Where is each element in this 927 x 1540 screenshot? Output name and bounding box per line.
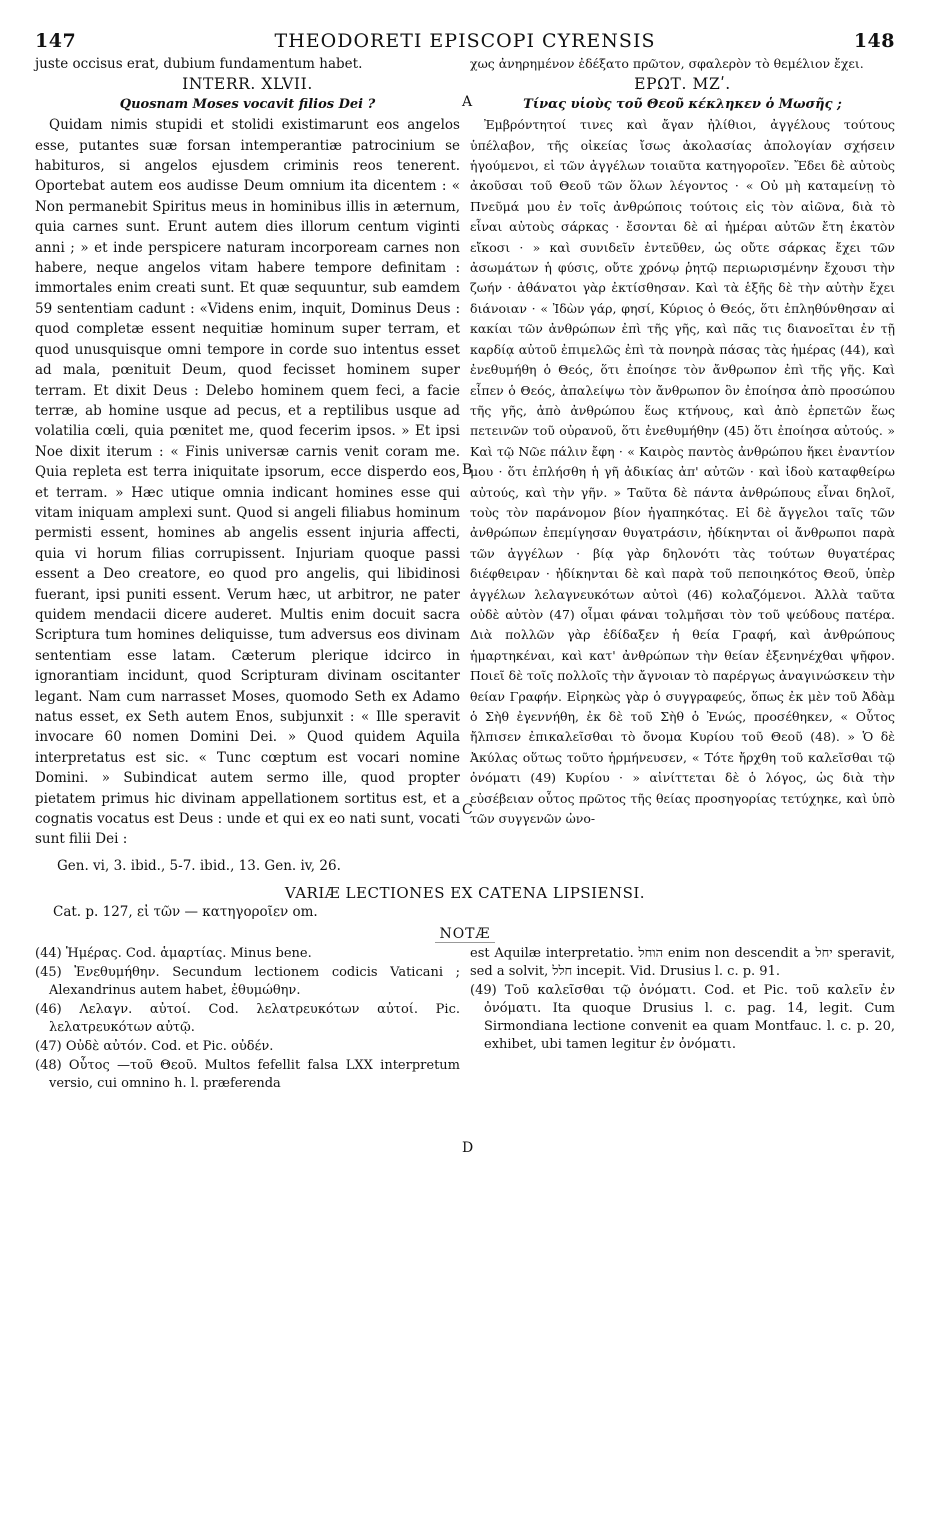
greek-column bbox=[470, 54, 895, 850]
latin-body-text: Quidam nimis stupidi et stolidi existimarunt eos angelos esse, putantes suæ forsan intemperantiæ patrocinium se habituros, si angelos ejusdem criminis reos tenerent. Oportebat autem eos audisse Deum omnium ita dicentem : « Non permanebit Spiritus meus in hominibus illis in æternum, quia carnes sunt. Erunt autem dies illorum centum viginti anni ; » et inde perspicere naturam incorpoream carnes non habere, neque angelos vitam habere tempore definitam : immortales enim creati sunt. Et quæ sequuntur, sub eamdem 59 sententiam cadunt : «Videns enim, inquit, Dominus Deus : quod completæ essent nequitiæ hominum super terram, et quod unusquisque omni tempore in corde suo intentus esset ad mala, pœnituit Deum, quod fecisset hominem super terram. Et dixit Deus : Delebo hominem quem feci, a facie terræ, ab homine usque ad pecus, et a reptilibus usque ad volatilia cœli, quia pœnitet me, quod fecerim ipsos. » Et ipsi Noe dixit iterum : « Finis universæ carnis venit coram me. Quia repleta est terra iniquitate ipsorum, ecce disperdo eos, et terram. » Hæc utique omnia indicant homines esse qui vitam iniquam amplexi sunt. Quod si angeli filiabus hominum permisti essent, homines ab angelis essent injuria affecti, quia vi horum filias corrupissent. Injuriam quoque passi essent a Deo creatore, eo quod pro angelis, qui libidinosi fuerant, ipsi puniti essent. Verum hæc, ut arbitror, ne pater quidem mendacii dicere auderet. Multis enim docuit sacra Scriptura tum homines deliquisse, tum adversus eos divinam sententiam esse latam. Cæterum plerique idcirco in ignorantiam incidunt, quod Scripturam divinam oscitanter legant. Nam cum narrasset Moses, quomodo Seth ex Adamo natus esset, ex Seth autem Enos, subjunxit : « Ille speravit invocare 60 nomen Domini Dei. » Quod quidem Aquila interpretatus est sic. « Tunc cœptum est vocari nomine Domini. » Subindicat autem sermo ille, quod propter pietatem primus hic divinam appellationem sortitus est, et a cognatis vocatus est Deus : unde et qui ex eo nati sunt, vocati sunt filii Dei : bbox=[35, 117, 460, 848]
page bbox=[35, 30, 895, 1156]
latin-column bbox=[35, 54, 460, 850]
running-title: THEODORETI EPISCOPI CYRENSIS bbox=[274, 30, 656, 52]
margin-letter-a: A bbox=[462, 94, 473, 110]
greek-body-text: Ἐμβρόντητοί τινες καὶ ἄγαν ἠλίθιοι, ἀγγέλους τούτους ὑπέλαβον, τῆς οἰκείας ἴσως ἀκολασίας ἀπολογίαν σχήσειν ἡγούμενοι, εἰ τῶν ἀγγέλων τοιαῦτα κατηγοροῖεν. Ἔδει δὲ αὐτοὺς ἀκοῦσαι τοῦ Θεοῦ τῶν ὅλων λέγοντος · « Οὐ μὴ καταμείνῃ τὸ Πνεῦμά μου ἐν τοῖς ἀνθρώποις τούτοις εἰς τὸν αἰῶνα, διὰ τὸ εἶναι αὐτοὺς σάρκας · ἔσονται δὲ αἱ ἡμέραι αὐτῶν ἔτη ἑκατὸν εἴκοσι · » καὶ συνιδεῖν ἐντεῦθεν, ὡς οὔτε σάρκας ἔχει τῶν ἀσωμάτων ἡ φύσις, οὔτε χρόνῳ ῥητῷ περιωρισμένην ἔχουσι τὴν ζωήν · ἀθάνατοι γὰρ ἐκτίσθησαν. Καὶ τὰ ἑξῆς δὲ τὴν αὐτὴν ἔχει διάνοιαν · « Ἰδὼν γάρ, φησί, Κύριος ὁ Θεός, ὅτι ἐπληθύνθησαν αἱ κακίαι τῶν ἀνθρώπων ἐπὶ τῆς γῆς, καὶ πᾶς τις διανοεῖται ἐν τῇ καρδίᾳ αὐτοῦ ἐπιμελῶς ἐπὶ τὰ πονηρὰ πάσας τὰς ἡμέρας (44), καὶ ἐνεθυμήθη ὁ Θεός, ὅτι ἐποίησε τὸν ἄνθρωπον ἐπὶ τῆς γῆς. Καὶ εἶπεν ὁ Θεός, ἀπαλείψω τὸν ἄνθρωπον ὃν ἐποίησα ἀπὸ προσώπου τῆς γῆς, ἀπὸ ἀνθρώπου ἕως κτήνους, καὶ ἀπὸ ἑρπετῶν ἕως πετεινῶν τοῦ οὐρανοῦ, ὅτι ἐνεθυμήθην (45) ὅτι ἐποίησα αὐτούς. » Καὶ τῷ Νῶε πάλιν ἔφη · « Καιρὸς παντὸς ἀνθρώπου ἥκει ἐναντίον μου · ὅτι ἐπλήσθη ἡ γῆ ἀδικίας ἀπ' αὐτῶν · καὶ ἰδοὺ καταφθείρω αὐτούς, καὶ τὴν γῆν. » Ταῦτα δὲ πάντα ἀνθρώπους εἶναι δηλοῖ, τοὺς τὸν παράνομον βίον ἠγαπηκότας. Εἰ δὲ ἄγγελοι ταῖς τῶν ἀνθρώπων ἐπεμίγησαν θυγατράσιν, ἠδίκηνται οἱ ἄνθρωποι παρὰ τῶν ἀγγέλων · βίᾳ γὰρ δηλονότι τὰς τούτων θυγατέρας διέφθειραν · ἠδίκηνται δὲ καὶ παρὰ τοῦ πεποιηκότος Θεοῦ, ὑπὲρ ἀγγέλων λελαγνευκότων αὐτοὶ (46) κολαζόμενοι. Ἀλλὰ ταῦτα οὐδὲ αὐτὸν (47) οἶμαι φάναι τολμῆσαι τὸν τοῦ ψεύδους πατέρα. Διὰ πολλῶν γὰρ ἐδίδαξεν ἡ θεία Γραφή, καὶ ἀνθρώπους ἡμαρτηκέναι, καὶ κατ' ἀνθρώπων τὴν θείαν ἐξενηνέχθαι ψῆφον. Ποιεῖ δὲ τοῖς πολλοῖς τὴν ἄγνοιαν τὸ παρέργως ἀναγινώσκειν τὴν θείαν Γραφήν. Εἰρηκὼς γὰρ ὁ συγγραφεύς, ὅπως ἐκ μὲν τοῦ Ἀδὰμ ὁ Σὴθ ἐγεννήθη, ἐκ δὲ τοῦ Σὴθ ὁ Ἐνώς, προσέθηκεν, « Οὗτος ἤλπισεν ἐπικαλεῖσθαι τὸ ὄνομα Κυρίου τοῦ Θεοῦ (48). » Ὁ δὲ Ἀκύλας οὕτως τοῦτο ἡρμήνευσεν, « Τότε ἤρχθη τοῦ καλεῖσθαι τῷ ὀνόματι (49) Κυρίου · » αἰνίττεται δὲ ὁ λόγος, ὡς διὰ τὴν εὐσέβειαν οὗτος πρῶτος τῆς θείας προσηγορίας τετύχηκε, καὶ ὑπὸ τῶν συγγενῶν ὠνο- bbox=[470, 117, 895, 827]
left-page-number: 147 bbox=[35, 30, 77, 52]
note-47: (47) Οὐδὲ αὐτόν. Cod. et Pic. οὐδέν. bbox=[35, 1038, 274, 1054]
note-44: (44) Ἡμέρας. Cod. ἁμαρτίας. Minus bene. bbox=[35, 945, 312, 961]
note-49: (49) Τοῦ καλεῖσθαι τῷ ὀνόματι. Cod. et Pic. τοῦ καλεῖν ἐν ὀνόματι. Ita quoque Drusius l. c. pag. 14, legit. Cum Sirmondiana lectione convenit ea quam Montfauc. l. c. p. 20, exhibet, ubi tamen legitur ἐν ὀνόματι. bbox=[470, 982, 895, 1052]
notes-right-column bbox=[470, 945, 895, 1094]
running-header bbox=[35, 30, 895, 52]
margin-letter-b: B bbox=[462, 462, 473, 478]
notae-title: NOTÆ bbox=[435, 926, 495, 943]
margin-letter-c: C bbox=[462, 802, 473, 818]
latin-lead-line: juste occisus erat, dubium fundamentum habet. bbox=[35, 56, 363, 72]
varia-text: Cat. p. 127, εἰ τῶν — κατηγοροῖεν om. bbox=[53, 903, 318, 920]
varia-title: VARIÆ LECTIONES EX CATENA LIPSIENSI. bbox=[284, 883, 646, 902]
greek-question-title: Τίνας υἱοὺς τοῦ Θεοῦ κέκληκεν ὁ Μωσῆς ; bbox=[523, 96, 842, 112]
latin-question-title: Quosnam Moses vocavit filios Dei ? bbox=[119, 96, 376, 112]
greek-question-heading: ΕΡΩΤ. ΜΖʹ. bbox=[634, 75, 731, 94]
note-45: (45) Ἐνεθυμήθην. Secundum lectionem codicis Vaticani ; Alexandrinus autem habet, ἐθυμώθην. bbox=[35, 964, 460, 998]
note-48-continued: est Aquilæ interpretatio. הוחל enim non descendit a יחל speravit, sed a solvit, חלל incepit. Vid. Drusius l. c. p. 91. bbox=[470, 945, 895, 979]
notes-columns bbox=[35, 945, 895, 1094]
note-48: (48) Οὗτος —τοῦ Θεοῦ. Multos fefellit falsa LXX interpretum versio, cui omnino h. l. præferenda bbox=[35, 1057, 460, 1091]
margin-letter-d: D bbox=[462, 1140, 474, 1156]
scripture-footnotes: Gen. vi, 3. ibid., 5-7. ibid., 13. Gen. iv, 26. bbox=[57, 857, 341, 874]
note-46: (46) Λελαγν. αὐτοί. Cod. λελατρευκότων αὐτοί. Pic. λελατρευκότων αὐτῷ. bbox=[35, 1001, 460, 1035]
right-page-number: 148 bbox=[853, 30, 895, 52]
latin-question-heading: INTERR. XLVII. bbox=[182, 75, 313, 94]
greek-lead-line: χως ἀνηρημένον ἐδέξατο πρῶτον, σφαλερὸν τὸ θεμέλιον ἔχει. bbox=[470, 56, 864, 71]
notes-left-column bbox=[35, 945, 460, 1094]
